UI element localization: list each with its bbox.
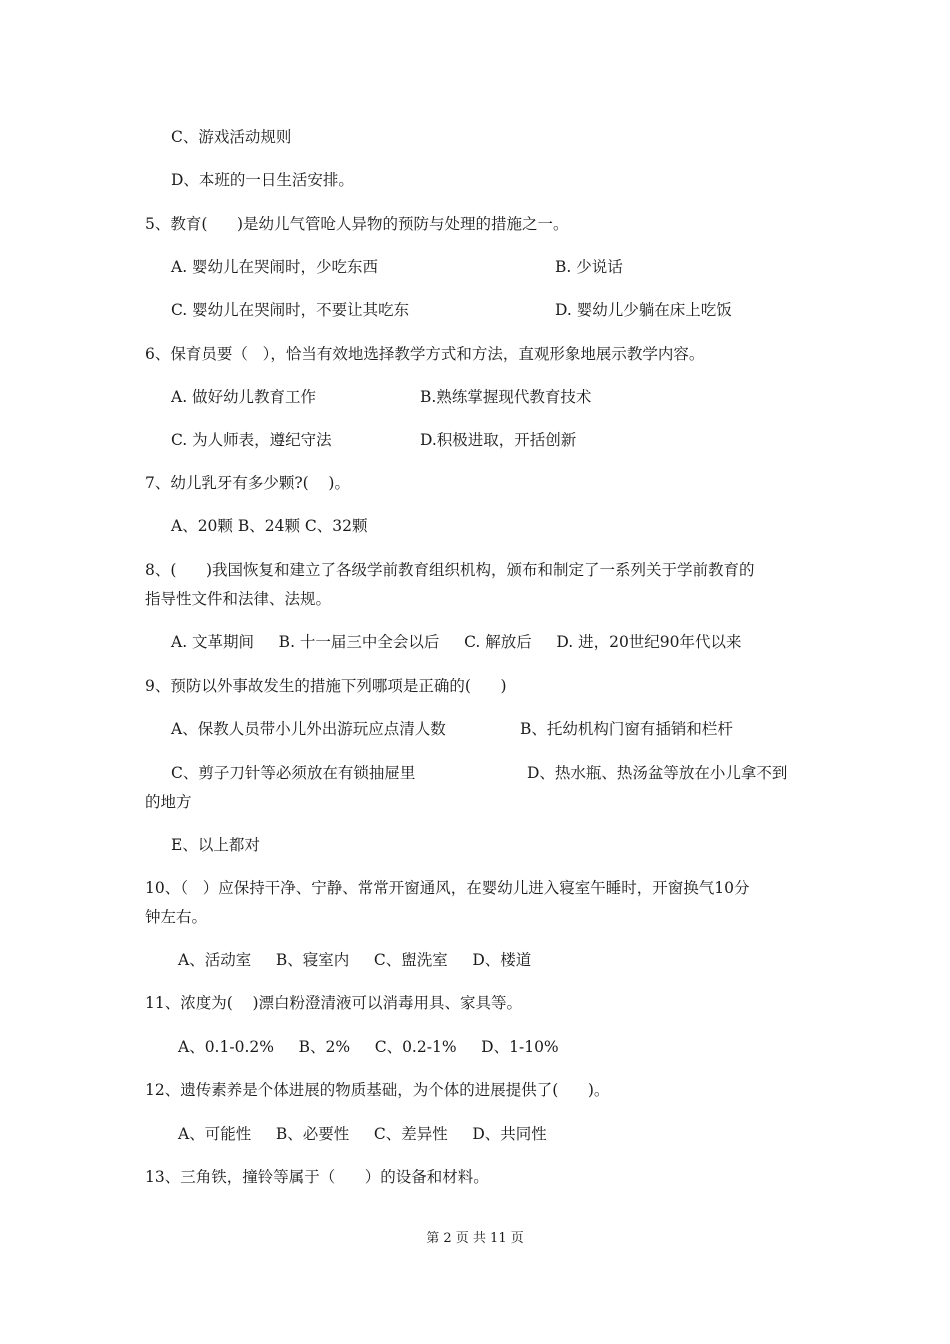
- q9-option-a: A、保教人员带小儿外出游玩应点清人数: [171, 720, 446, 738]
- q5-option-a: A. 婴幼儿在哭闹时，少吃东西: [171, 258, 379, 276]
- q4-option-d: D、本班的一日生活安排。: [171, 171, 354, 189]
- question-11: 11、浓度为( )漂白粉澄清液可以消毒用具、家具等。: [145, 994, 523, 1012]
- q5-option-d: D. 婴幼儿少躺在床上吃饭: [555, 301, 732, 319]
- question-8-line-2: 指导性文件和法律、法规。: [145, 590, 332, 608]
- question-6: 6、保育员要（ ），恰当有效地选择教学方式和方法，直观形象地展示教学内容。: [145, 345, 705, 363]
- q9-option-b: B、托幼机构门窗有插销和栏杆: [520, 720, 733, 738]
- question-10-line-2: 钟左右。: [145, 908, 208, 926]
- q9-option-c: C、剪子刀针等必须放在有锁抽屉里: [171, 764, 416, 782]
- question-9: 9、预防以外事故发生的措施下列哪项是正确的( ): [145, 677, 507, 695]
- question-12: 12、遗传素养是个体进展的物质基础，为个体的进展提供了( )。: [145, 1081, 610, 1099]
- q10-options: A、活动室 B、寝室内 C、盥洗室 D、楼道: [178, 951, 532, 969]
- q6-option-c: C. 为人师表，遵纪守法: [171, 431, 332, 449]
- page-footer: 第 2 页 共 11 页: [426, 1231, 524, 1246]
- question-10-line-1: 10、（ ）应保持干净、宁静、常常开窗通风，在婴幼儿进入寝室午睡时，开窗换气10分: [145, 879, 750, 897]
- q4-option-c: C、游戏活动规则: [171, 128, 292, 146]
- q8-options: A. 文革期间 B. 十一届三中全会以后 C. 解放后 D. 进，20世纪90年代以来: [171, 633, 742, 651]
- q5-option-c: C. 婴幼儿在哭闹时，不要让其吃东: [171, 301, 410, 319]
- question-13: 13、三角铁，撞铃等属于（ ）的设备和材料。: [145, 1168, 489, 1186]
- q9-option-d: D、热水瓶、热汤盆等放在小儿拿不到: [527, 764, 788, 782]
- question-8-line-1: 8、( )我国恢复和建立了各级学前教育组织机构，颁布和制定了一系列关于学前教育的: [145, 561, 755, 579]
- q11-options: A、0.1-0.2% B、2% C、0.2-1% D、1-10%: [178, 1038, 559, 1056]
- q6-option-b: B.熟练掌握现代教育技术: [420, 388, 592, 406]
- q12-options: A、可能性 B、必要性 C、差异性 D、共同性: [178, 1125, 547, 1143]
- question-5: 5、教育( )是幼儿气管呛人异物的预防与处理的措施之一。: [145, 215, 569, 233]
- question-7: 7、幼儿乳牙有多少颗?( )。: [145, 474, 350, 492]
- q7-options: A、20颗 B、24颗 C、32颗: [171, 517, 368, 535]
- q9-option-e: E、以上都对: [171, 836, 260, 854]
- q9-option-d-cont: 的地方: [145, 793, 192, 811]
- q5-option-b: B. 少说话: [555, 258, 623, 276]
- q6-option-d: D.积极进取，开括创新: [420, 431, 577, 449]
- q6-option-a: A. 做好幼儿教育工作: [171, 388, 317, 406]
